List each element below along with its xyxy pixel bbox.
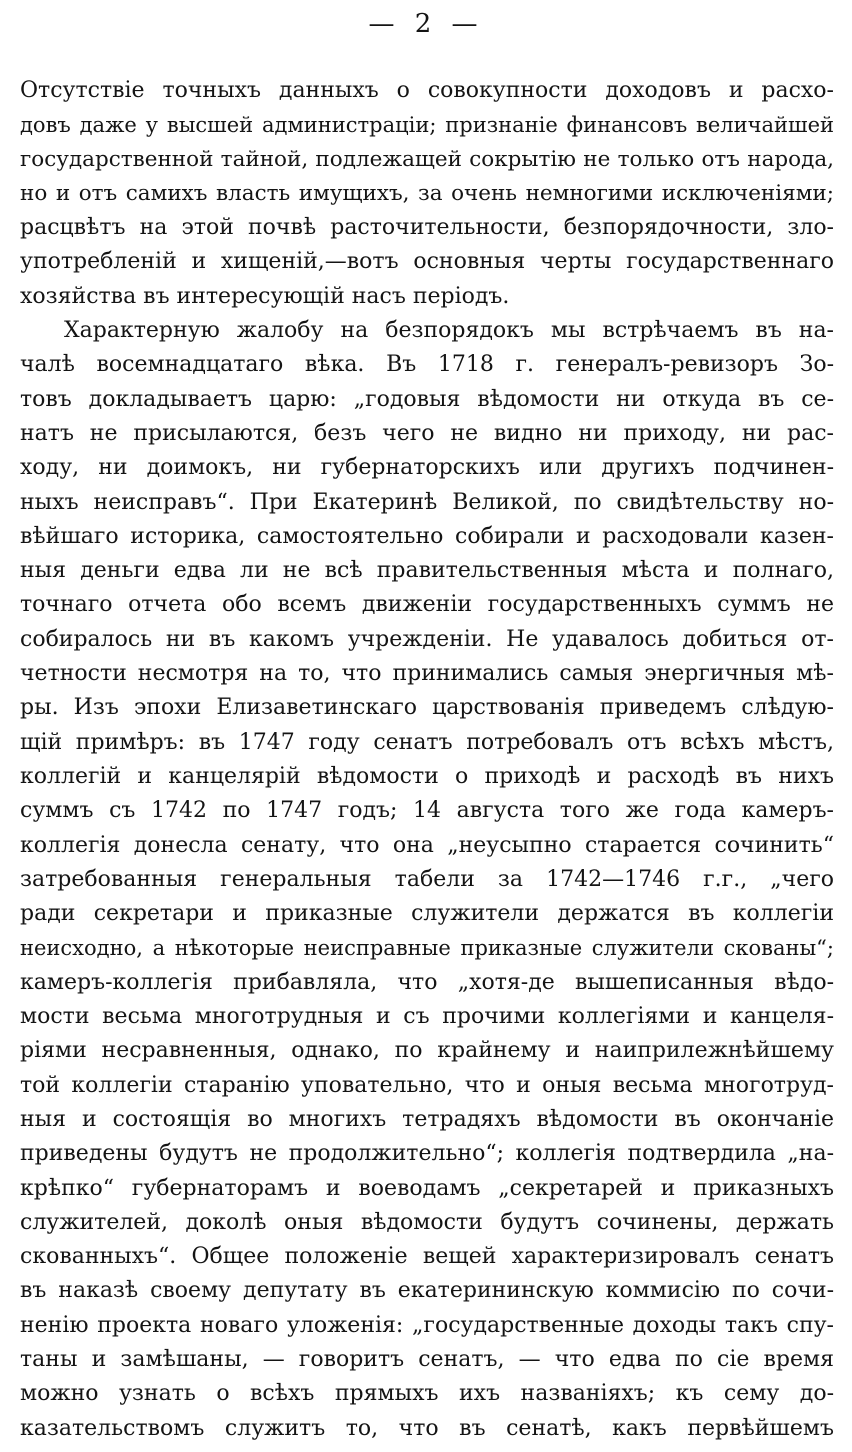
text-line: государственной тайной, подлежащей сокрытію не только отъ народа,: [20, 146, 834, 172]
text-line: товъ докладываетъ царю: „годовыя вѣдомости ни откуда въ се-: [20, 386, 834, 412]
text-line: той коллегіи старанію уповательно, что и оныя весьма многотруд-: [20, 1072, 834, 1098]
text-line: скованныхъ“. Общее положеніе вещей характеризировалъ сенатъ: [20, 1244, 834, 1270]
text-line: камеръ-коллегія прибавляла, что „хотя-де вышеписанныя вѣдо-: [20, 969, 834, 995]
text-line: Отсутствіе точныхъ данныхъ о совокупности доходовъ и расхо-: [20, 78, 834, 103]
text-line: коллегій и канцелярій вѣдомости о приходѣ и расходѣ въ нихъ: [20, 763, 834, 789]
text-line: собиралось ни въ какомъ учрежденіи. Не удавалось добиться от-: [20, 626, 834, 652]
text-line: ненію проекта новаго уложенія: „государственные доходы такъ спу-: [20, 1312, 834, 1338]
text-line: ныя и состоящія во многихъ тетрадяхъ вѣдомости въ окончаніе: [20, 1106, 834, 1132]
text-line: расцвѣтъ на этой почвѣ расточительности, безпорядочности, зло-: [20, 215, 834, 241]
text-line: ныя деньги едва ли не всѣ правительственныя мѣста и полнаго,: [20, 558, 834, 584]
text-line: казательствомъ служитъ то, что въ сенатѣ, какъ первѣйшемъ: [20, 1415, 834, 1441]
text-line: затребованныя генеральныя табели за 1742—1746 г.г., „чего: [20, 866, 834, 892]
text-line: ріями несравненныя, однако, по крайнему и наиприлежнѣйшему: [20, 1038, 834, 1064]
text-line: коллегія донесла сенату, что она „неусыпно старается сочинить“: [20, 832, 834, 858]
text-line: мости весьма многотрудныя и съ прочими коллегіями и канцеля-: [20, 1004, 834, 1030]
text-line: хозяйства въ интересующій насъ періодъ.: [20, 283, 510, 309]
text-line: ради секретари и приказные служители держатся въ коллегіи: [20, 901, 834, 927]
text-line: таны и замѣшаны, — говоритъ сенатъ, — что едва по сіе время: [20, 1346, 834, 1372]
text-line: служителей, доколѣ оныя вѣдомости будутъ сочинены, держать: [20, 1209, 834, 1235]
text-line: чалѣ восемнадцатаго вѣка. Въ 1718 г. генералъ-ревизоръ Зо-: [20, 352, 834, 378]
text-line: вѣйшаго историка, самостоятельно собирали и расходовали казен-: [20, 523, 834, 549]
text-line: ры. Изъ эпохи Елизаветинскаго царствованія приведемъ слѣдую-: [20, 695, 834, 721]
text-line: точнаго отчета обо всемъ движеніи государственныхъ суммъ не: [20, 592, 834, 618]
text-line: но и отъ самихъ власть имущихъ, за очень немногими исключеніями;: [20, 180, 834, 206]
text-line: употребленій и хищеній,—вотъ основныя черты государственнаго: [20, 249, 834, 275]
text-line: въ наказѣ своему депутату въ екатерининскую коммисію по сочи-: [20, 1278, 834, 1304]
page-number: — 2 —: [368, 9, 484, 39]
text-line: приведены будутъ не продолжительно“; коллегія подтвердила „на-: [20, 1141, 834, 1167]
text-line: довъ даже у высшей администраціи; признаніе финансовъ величайшей: [20, 113, 834, 138]
text-line: неисходно, а нѣкоторые неисправные приказные служители скованы“;: [20, 936, 834, 961]
text-line: крѣпко“ губернаторамъ и воеводамъ „секретарей и приказныхъ: [20, 1175, 834, 1201]
text-line: ныхъ неисправъ“. При Екатеринѣ Великой, по свидѣтельству но-: [20, 489, 834, 515]
text-line: можно узнать о всѣхъ прямыхъ ихъ названіяхъ; къ сему до-: [20, 1381, 834, 1407]
text-line: суммъ съ 1742 по 1747 годъ; 14 августа того же года камеръ-: [20, 798, 834, 824]
text-line: четности несмотря на то, что принимались самыя энергичныя мѣ-: [20, 661, 834, 687]
text-line: щій примѣръ: въ 1747 году сенатъ потребовалъ отъ всѣхъ мѣстъ,: [20, 729, 834, 755]
text-line: ходу, ни доимокъ, ни губернаторскихъ или другихъ подчинен-: [20, 455, 834, 481]
text-line: натъ не присылаются, безъ чего не видно ни приходу, ни рас-: [20, 420, 834, 446]
body-text: [20, 74, 834, 1446]
text-line: Характерную жалобу на безпорядокъ мы встрѣчаемъ въ на-: [64, 318, 834, 344]
